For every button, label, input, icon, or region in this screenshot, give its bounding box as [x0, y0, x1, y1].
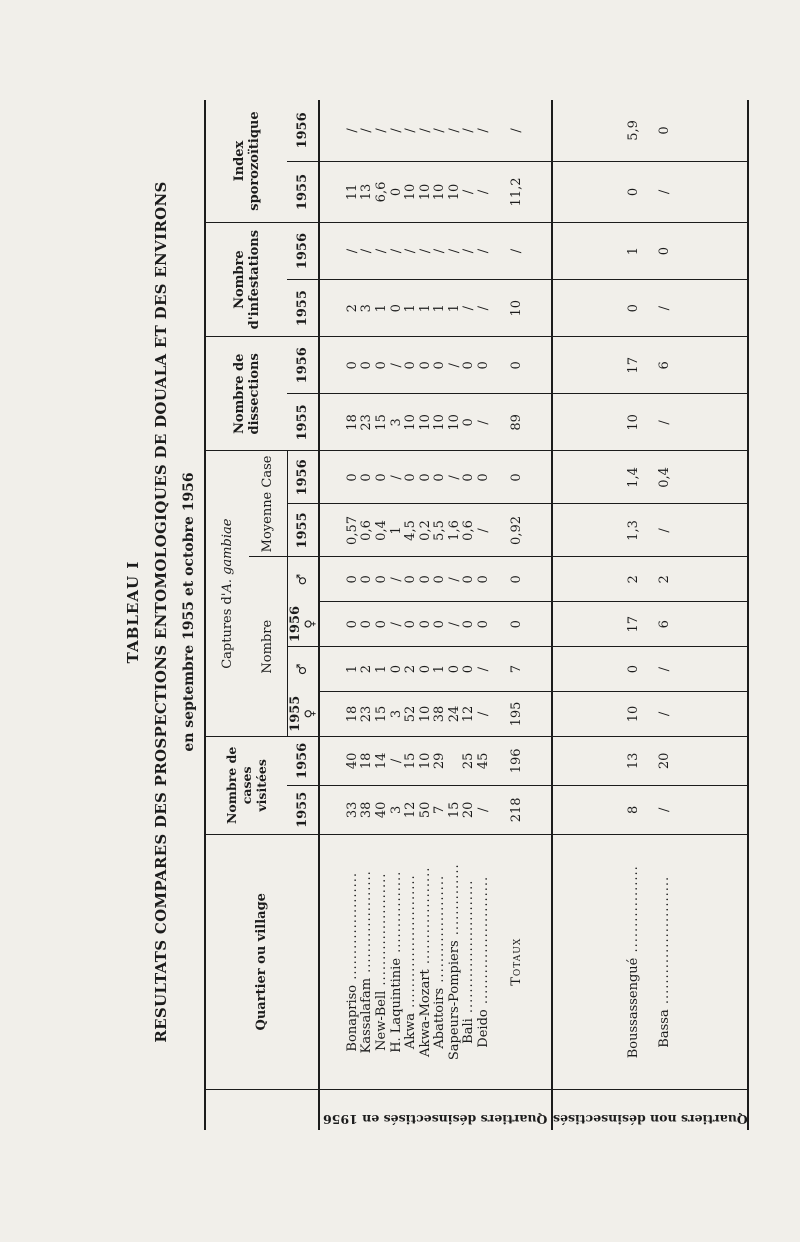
cell-dis56: 0: [373, 361, 389, 370]
header-infestations-1956: 1956: [287, 223, 319, 280]
cell-m56: /: [388, 577, 404, 582]
leader-dots: .................: [626, 865, 642, 958]
table-number: TABLEAU I: [124, 560, 142, 664]
cell-idx55: 10: [417, 183, 433, 201]
non-desinsectises-group-label: Quartiers non désinsectisés: [552, 1112, 748, 1127]
header-dissections: Nombre de dissections: [205, 337, 287, 451]
male-symbol-icon: ♂: [295, 573, 310, 586]
cell-m56: 0: [461, 575, 477, 584]
cell-inf55: 1: [446, 304, 462, 313]
cell-idx55: 0: [388, 187, 404, 197]
cell-inf55: 1: [403, 304, 419, 313]
male-symbol-icon: ♂: [295, 663, 310, 676]
cell-dis55: 10: [446, 414, 462, 431]
cell-idx55: /: [656, 189, 672, 195]
cell-cases56: 45: [476, 752, 492, 770]
cell-moy55: /: [656, 528, 672, 533]
cell-dis56: 0: [432, 361, 448, 370]
leader-dots: ....................: [359, 870, 375, 978]
cell-idx56: /: [476, 128, 492, 133]
cell-m56: 0: [359, 575, 375, 584]
quartier-name: Akwa: [403, 1012, 419, 1050]
cell-dis56: /: [388, 363, 404, 368]
cell-moy56: 0: [373, 473, 389, 482]
cell-moy55: 1: [388, 526, 404, 535]
cell-m56: /: [446, 577, 462, 582]
cell-cases56: [448, 740, 463, 782]
quartier-name: Bali: [461, 1018, 477, 1044]
cell-idx55: 0: [626, 187, 642, 197]
cell-idx56: /: [508, 128, 524, 133]
cell-cases56: 29: [432, 752, 448, 770]
non-desinsectises-block: [552, 100, 749, 1130]
cell-f55: 23: [359, 705, 375, 723]
cell-m56: 0: [373, 575, 389, 584]
cell-m55: 1: [373, 664, 389, 674]
cell-idx55: /: [461, 189, 477, 195]
cell-idx55: /: [476, 189, 492, 195]
cell-idx56: /: [373, 128, 389, 133]
header-nombre-1955-male: [287, 647, 319, 692]
cell-inf56: /: [432, 248, 448, 254]
cell-f56: 0: [373, 620, 389, 629]
cell-cases55: 12: [403, 801, 419, 819]
header-cases-1955: 1955: [287, 785, 319, 834]
cell-m55: 0: [461, 664, 477, 674]
cell-cases55: 7: [432, 805, 448, 814]
header-moyenne-1956: 1956: [287, 451, 319, 504]
quartier-name: Sapeurs-Pompiers: [446, 940, 462, 1061]
cell-f55: /: [656, 711, 672, 717]
cell-moy56: 0: [476, 473, 492, 482]
cell-idx56: /: [344, 128, 360, 133]
table-title: RESULTATS COMPARES DES PROSPECTIONS ENTOMOLOGIQUES DE DOUALA ET DES ENVIRONS: [152, 181, 170, 1043]
cell-cases55: /: [656, 807, 672, 813]
row-name: [510, 838, 525, 1086]
header-infestations-1955: 1955: [287, 280, 319, 337]
cell-idx55: 13: [359, 183, 375, 201]
cell-cases56: 18: [359, 752, 375, 770]
leader-dots: ................: [388, 870, 404, 958]
cell-moy56: 1,4: [626, 467, 642, 488]
cell-m55: /: [476, 666, 492, 672]
cell-dis56: 0: [476, 361, 492, 370]
cell-cases55: 8: [626, 805, 642, 814]
cell-dis55: 10: [432, 414, 448, 431]
leader-dots: .........................: [476, 875, 492, 1010]
cell-dis56: 0: [344, 361, 360, 370]
cell-idx55: 10: [446, 183, 462, 201]
row-name: [433, 838, 448, 1086]
row-name: [477, 838, 492, 1086]
cell-cases56: 10: [417, 752, 433, 770]
header-index-1956: 1956: [287, 100, 319, 161]
cell-idx56: /: [432, 128, 448, 133]
cell-inf56: 0: [656, 246, 672, 256]
cell-dis56: 0: [359, 361, 375, 370]
cell-f55: 195: [508, 701, 524, 727]
header-nombre-1956-male: [287, 557, 319, 602]
cell-f56: 0: [344, 620, 360, 629]
cell-dis56: 6: [656, 361, 672, 370]
cell-inf55: 0: [388, 304, 404, 313]
cell-cases56: /: [388, 758, 404, 764]
cell-cases55: 50: [417, 801, 433, 819]
header-moyenne: Moyenne Case: [249, 451, 287, 557]
female-symbol-icon: ♀: [302, 708, 318, 719]
quartier-name: Boussassengué: [626, 957, 642, 1059]
cell-inf55: 1: [417, 304, 433, 313]
cell-moy56: 0: [417, 473, 433, 482]
cell-idx56: 0: [656, 126, 672, 135]
cell-cases55: 3: [388, 805, 404, 814]
cell-moy56: 0: [461, 473, 477, 482]
cell-f55: 12: [461, 705, 477, 723]
leader-dots: .........................: [656, 875, 672, 1010]
cell-idx56: /: [359, 128, 375, 133]
cell-dis55: 3: [388, 418, 404, 427]
cell-idx56: /: [417, 128, 433, 133]
row-name: [404, 838, 419, 1086]
cell-f55: 18: [344, 705, 360, 723]
cell-inf56: /: [417, 248, 433, 254]
leader-dots: ......................: [373, 872, 389, 991]
cell-f55: 15: [373, 705, 389, 723]
table-subtitle: en septembre 1955 et octobre 1956: [181, 472, 197, 752]
cell-f55: 38: [432, 705, 448, 723]
cell-f56: 0: [461, 620, 477, 629]
cell-moy56: 0: [403, 473, 419, 482]
cell-f55: 10: [626, 705, 642, 723]
cell-f56: /: [388, 622, 404, 627]
group-header-empty: [205, 1089, 319, 1130]
cell-idx56: /: [446, 128, 462, 133]
cell-dis55: /: [476, 420, 492, 425]
cell-dis55: 10: [403, 414, 419, 431]
header-moyenne-1955: 1955: [287, 504, 319, 557]
cell-f56: 6: [656, 620, 672, 629]
cell-moy56: 0: [344, 473, 360, 482]
header-dissections-1956: 1956: [287, 337, 319, 394]
quartier-name: Akwa-Mozart: [417, 969, 433, 1057]
row-name: [419, 838, 434, 1086]
cell-inf55: 0: [626, 304, 642, 313]
cell-inf55: 1: [432, 304, 448, 313]
cell-dis56: 0: [403, 361, 419, 370]
header-infestations: Nombre d'infestations: [205, 223, 287, 337]
cell-moy55: 5,5: [432, 520, 448, 541]
header-nombre-1956-female: [287, 602, 319, 647]
cell-idx55: 10: [432, 183, 448, 201]
cell-moy55: 0,92: [508, 515, 524, 545]
header-dissections-1955: 1955: [287, 394, 319, 451]
cell-cases56: 196: [508, 748, 524, 774]
row-name: [360, 838, 375, 1086]
cell-f55: /: [476, 711, 492, 717]
header-captures-species: A. gambiae: [220, 518, 235, 593]
cell-m55: 2: [359, 664, 375, 674]
cell-idx55: 11,2: [508, 177, 524, 207]
cell-cases55: 15: [446, 801, 462, 819]
cell-cases56: 25: [461, 752, 477, 770]
row-name: [346, 838, 361, 1086]
cell-inf56: /: [446, 248, 462, 254]
cell-idx55: 11: [344, 183, 360, 201]
cell-moy56: 0,4: [656, 467, 672, 488]
cell-f56: 0: [417, 620, 433, 629]
cell-f56: 0: [403, 620, 419, 629]
leader-dots: .....................: [344, 871, 360, 985]
header-cases: Nombre de cases visitées: [205, 736, 287, 834]
row-name: [390, 838, 405, 1086]
female-symbol-icon: ♀: [302, 619, 318, 629]
quartier-name: Abattoirs: [432, 987, 448, 1049]
leader-dots: .....................: [432, 874, 448, 988]
cell-inf55: 10: [508, 299, 524, 317]
cell-inf56: /: [373, 248, 389, 254]
cell-inf55: /: [461, 306, 477, 311]
cell-dis55: /: [656, 420, 672, 425]
cell-moy56: 0: [359, 473, 375, 482]
cell-m55: 0: [626, 664, 642, 674]
cell-moy55: 0,57: [344, 515, 360, 545]
header-cases-1956: 1956: [287, 736, 319, 785]
cell-dis55: 18: [344, 414, 360, 431]
quartier-name: Totaux: [508, 937, 524, 986]
quartier-name: New-Bell: [373, 990, 389, 1051]
cell-cases55: 20: [461, 801, 477, 819]
cell-moy55: 0,2: [417, 520, 433, 541]
cell-inf56: /: [508, 248, 524, 254]
cell-m55: 1: [432, 664, 448, 674]
cell-moy55: 4,5: [403, 520, 419, 541]
cell-moy56: 0: [432, 473, 448, 482]
cell-dis56: 17: [626, 357, 642, 374]
cell-inf56: /: [344, 248, 360, 254]
row-name: [448, 838, 463, 1086]
leader-dots: ...................: [417, 866, 433, 970]
cell-m56: 0: [344, 575, 360, 584]
cell-moy56: /: [388, 475, 404, 480]
cell-inf55: /: [476, 306, 492, 311]
cell-dis56: 0: [508, 361, 524, 370]
cell-idx55: 6,6: [373, 181, 389, 203]
cell-dis56: 0: [461, 361, 477, 370]
desinsectises-group-label: Quartiers désinsectisés en 1956: [322, 1112, 548, 1127]
row-name: [375, 838, 390, 1086]
desinsectises-block: [319, 100, 552, 1130]
cell-moy55: /: [476, 528, 492, 533]
year-label: 1955: [287, 695, 303, 732]
cell-m55: /: [656, 666, 672, 672]
quartier-name: Deido: [476, 1009, 492, 1048]
cell-inf55: /: [656, 306, 672, 311]
cell-m56: 0: [508, 575, 524, 584]
cell-f55: 24: [446, 705, 462, 723]
cell-f56: 0: [359, 620, 375, 629]
cell-cases56: 14: [373, 752, 389, 770]
cell-m56: 2: [656, 575, 672, 584]
cell-cases55: 38: [359, 801, 375, 819]
cell-m55: 7: [508, 664, 524, 674]
cell-f55: 3: [388, 709, 404, 719]
leader-dots: ..........................: [461, 879, 477, 1019]
cell-moy55: 0,6: [461, 520, 477, 541]
cell-m56: 0: [432, 575, 448, 584]
header-index: Index sporozoïtique: [205, 100, 287, 223]
leader-dots: ..........................: [403, 874, 419, 1013]
cell-idx55: 10: [403, 183, 419, 201]
cell-moy55: 0,6: [359, 520, 375, 541]
results-table: [204, 100, 749, 1130]
cell-m56: 0: [403, 575, 419, 584]
row-name: [462, 838, 477, 1086]
cell-moy55: 1,3: [626, 520, 642, 541]
cell-inf55: 2: [344, 304, 360, 313]
header-captures-prefix: Captures d': [220, 592, 235, 669]
header-index-1955: 1955: [287, 161, 319, 222]
cell-cases55: 40: [373, 801, 389, 819]
cell-cases55: /: [476, 807, 492, 813]
cell-f56: 0: [476, 620, 492, 629]
year-label: 1956: [287, 605, 303, 643]
cell-inf55: 3: [359, 304, 375, 313]
cell-cases56: 13: [626, 752, 642, 770]
cell-moy56: /: [446, 475, 462, 480]
cell-cases56: 20: [656, 752, 672, 770]
cell-cases55: 218: [508, 797, 524, 823]
cell-cases56: 15: [403, 752, 419, 770]
cell-idx56: /: [403, 128, 419, 133]
cell-inf56: /: [461, 248, 477, 254]
row-name: [627, 838, 642, 1086]
cell-f55: 52: [403, 705, 419, 723]
cell-inf56: /: [359, 248, 375, 254]
cell-f56: /: [446, 622, 462, 627]
cell-idx56: 5,9: [626, 120, 642, 141]
header-nombre-1955-female: [287, 692, 319, 737]
quartier-name: H. Laquintinie: [388, 957, 404, 1053]
cell-f56: 0: [432, 620, 448, 629]
header-quartier: Quartier ou village: [205, 834, 319, 1089]
cell-dis56: /: [446, 363, 462, 368]
quartier-name: Kassalafam: [359, 977, 375, 1054]
header-captures: [205, 451, 249, 736]
cell-cases55: 33: [344, 801, 360, 819]
cell-dis55: 0: [461, 418, 477, 427]
cell-m56: 0: [417, 575, 433, 584]
cell-dis55: 10: [417, 414, 433, 431]
quartier-name: Bassa: [656, 1009, 672, 1048]
cell-dis56: 0: [417, 361, 433, 370]
table-body: [319, 100, 749, 1130]
cell-cases56: 40: [344, 752, 360, 770]
cell-moy56: 0: [508, 473, 524, 482]
cell-moy55: 0,4: [373, 520, 389, 541]
cell-dis55: 23: [359, 414, 375, 431]
cell-m55: 0: [388, 664, 404, 674]
cell-m55: 2: [403, 664, 419, 674]
cell-f55: 10: [417, 705, 433, 723]
cell-dis55: 89: [508, 414, 524, 431]
cell-idx56: /: [388, 128, 404, 133]
header-nombre: Nombre: [249, 557, 287, 736]
cell-dis55: 10: [626, 414, 642, 431]
cell-inf56: /: [388, 248, 404, 254]
cell-m56: 0: [476, 575, 492, 584]
cell-inf56: /: [403, 248, 419, 254]
cell-inf55: 1: [373, 304, 389, 313]
cell-m55: 0: [446, 664, 462, 674]
cell-inf56: 1: [626, 246, 642, 256]
row-name: [658, 838, 673, 1086]
cell-dis55: 15: [373, 414, 389, 431]
cell-idx56: /: [461, 128, 477, 133]
cell-moy55: 1,6: [446, 520, 462, 541]
quartier-name: Bonapriso: [344, 984, 360, 1052]
cell-m55: 0: [417, 664, 433, 674]
leader-dots: ..............: [446, 863, 462, 941]
cell-m56: 2: [626, 575, 642, 584]
cell-f56: 17: [626, 615, 642, 633]
cell-f56: 0: [508, 620, 524, 629]
cell-m55: 1: [344, 664, 360, 674]
cell-inf56: /: [476, 248, 492, 254]
